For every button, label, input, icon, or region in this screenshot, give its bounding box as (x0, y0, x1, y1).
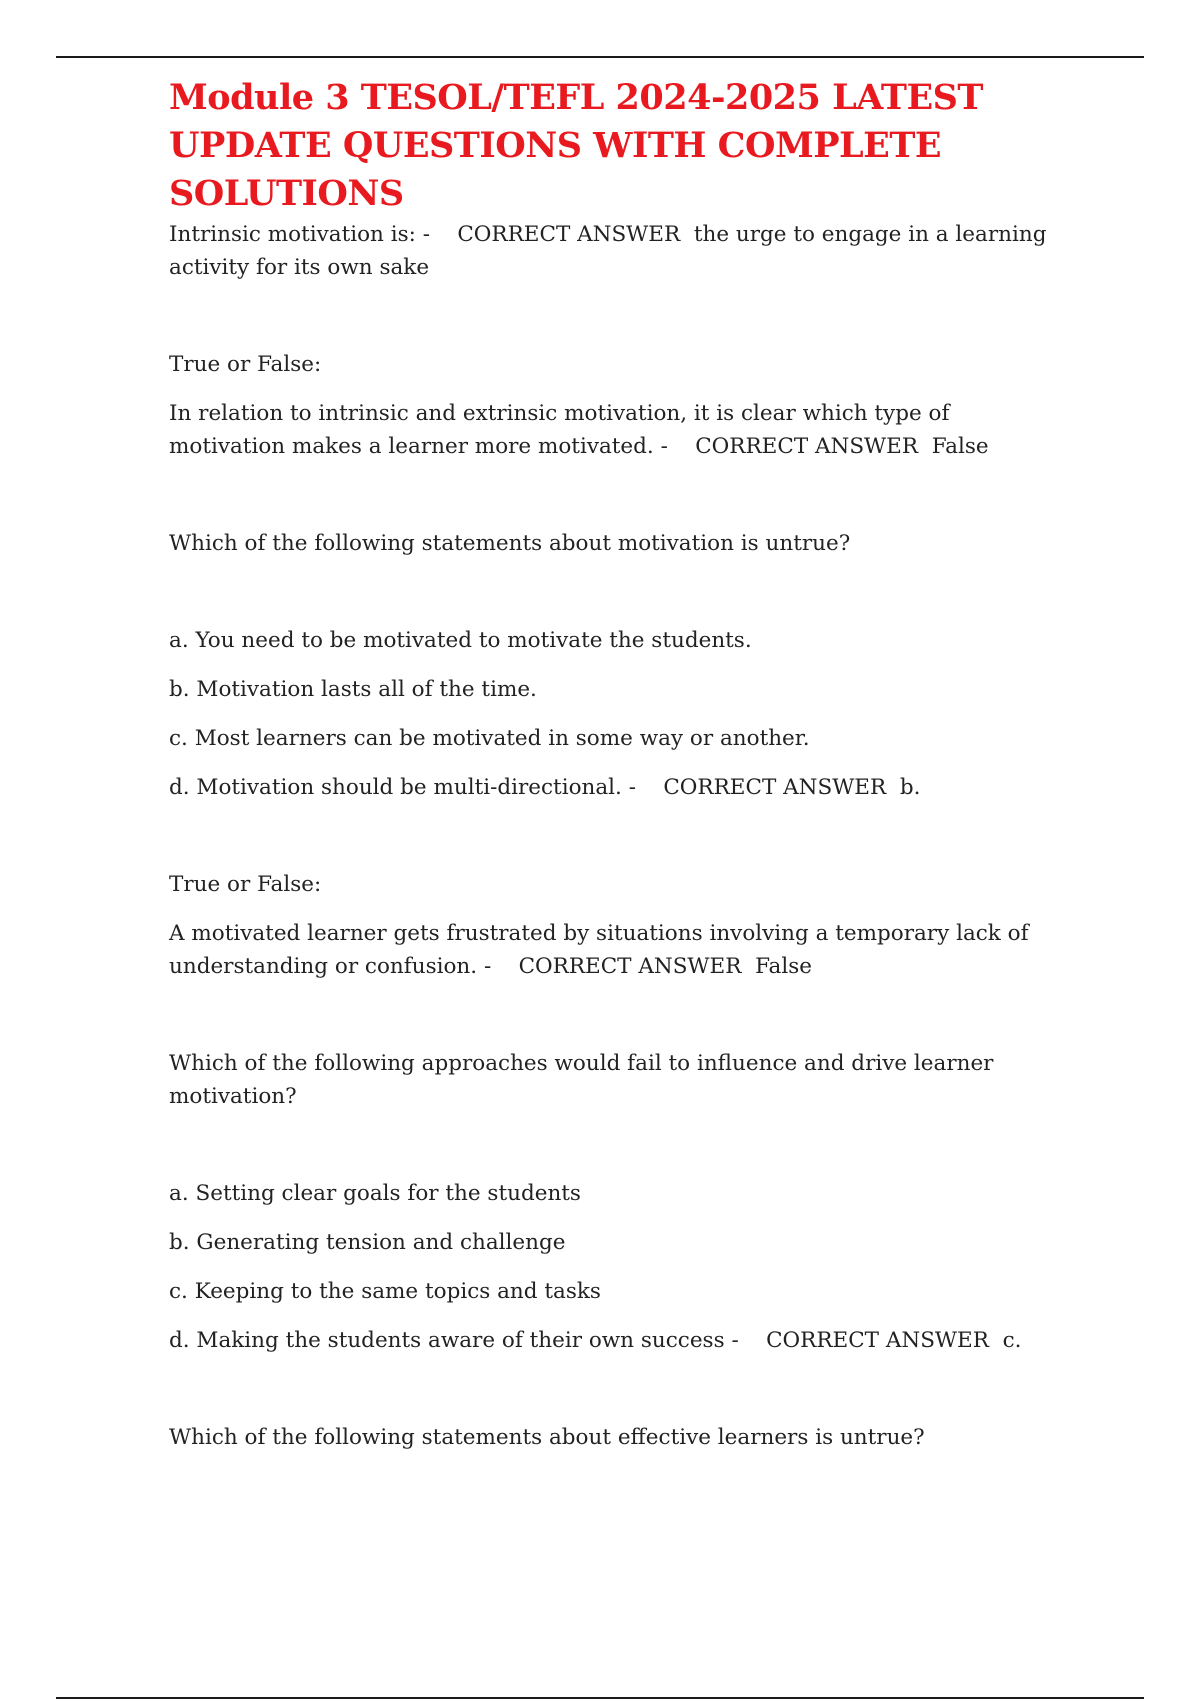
statement-text: In relation to intrinsic and extrinsic motivation, it is clear which type of motivation makes a learner more motivated. - (169, 401, 950, 459)
option-b: b. Motivation lasts all of the time. (169, 677, 537, 702)
answer-text: c. (1002, 1328, 1022, 1353)
option-b: b. Generating tension and challenge (169, 1230, 566, 1255)
bottom-rule (56, 1697, 1144, 1699)
answer-text: b. (899, 775, 921, 800)
option-a: a. Setting clear goals for the students (169, 1181, 581, 1206)
question-intrinsic-motivation (169, 218, 1069, 284)
question-text: Which of the following statements about motivation is untrue? (169, 531, 851, 556)
option-d (169, 771, 1069, 804)
true-false-label: True or False: (169, 352, 322, 377)
answer-label: CORRECT ANSWER (457, 222, 681, 247)
true-false-label: True or False: (169, 872, 322, 897)
option-c: c. Most learners can be motivated in some way or another. (169, 726, 810, 751)
answer-text: False (931, 434, 989, 459)
answer-text: the urge to engage in a learning activity for its own sake (169, 222, 1047, 280)
option-c: c. Keeping to the same topics and tasks (169, 1279, 601, 1304)
answer-label: CORRECT ANSWER (663, 775, 887, 800)
answer-label: CORRECT ANSWER (518, 954, 742, 979)
question-text: Which of the following statements about effective learners is untrue? (169, 1425, 925, 1450)
answer-label: CORRECT ANSWER (695, 434, 919, 459)
question-statement (169, 917, 1069, 983)
option-a: a. You need to be motivated to motivate the students. (169, 628, 752, 653)
document-page (169, 74, 1069, 1454)
answer-label: CORRECT ANSWER (766, 1328, 989, 1353)
option-d (169, 1324, 1069, 1357)
option-d-text: d. Making the students aware of their own success - (169, 1328, 739, 1353)
option-d-text: d. Motivation should be multi-directional. - (169, 775, 636, 800)
question-text: Intrinsic motivation is: - (169, 222, 430, 247)
statement-text: A motivated learner gets frustrated by situations involving a temporary lack of understanding or confusion. - (169, 921, 1029, 979)
answer-text: False (755, 954, 812, 979)
question-text: Which of the following approaches would fail to influence and drive learner motivation? (169, 1051, 994, 1109)
question-statement (169, 397, 1069, 463)
top-rule (56, 56, 1144, 58)
document-title: Module 3 TESOL/TEFL 2024-2025 LATEST UPDATE QUESTIONS WITH COMPLETE SOLUTIONS (169, 77, 983, 214)
